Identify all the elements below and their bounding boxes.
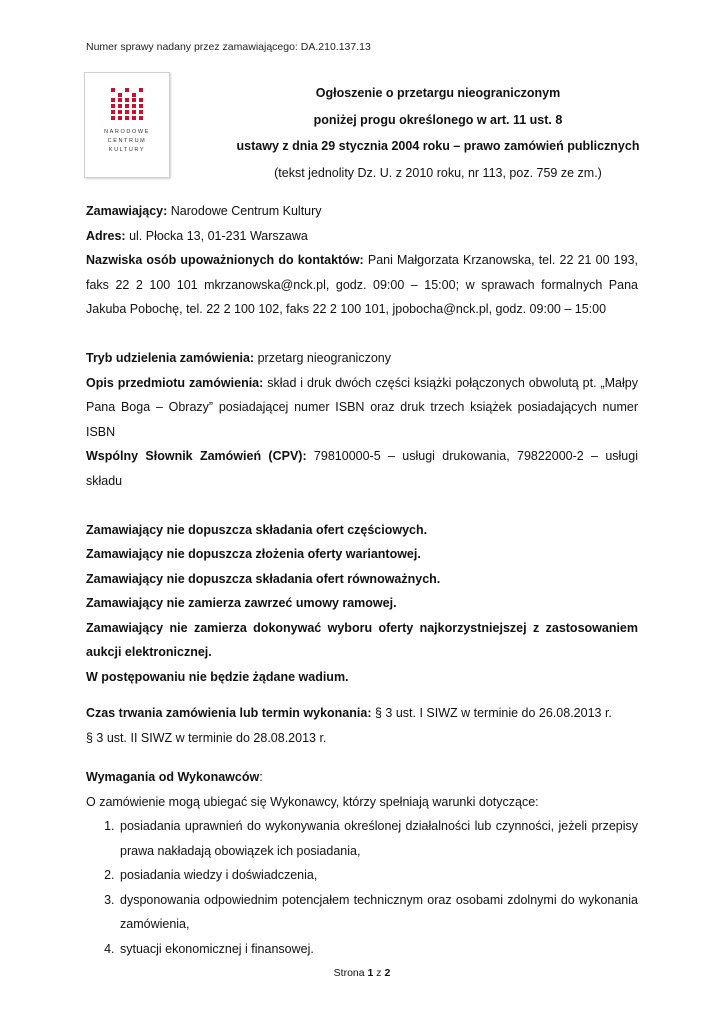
requirements-list (86, 814, 638, 961)
logo-line: CENTRUM (107, 138, 147, 144)
page-number (0, 967, 724, 979)
contact-persons-row (86, 248, 638, 322)
logo-line: NARODOWE (104, 129, 150, 135)
case-number: Numer sprawy nadany przez zamawiającego: DA.210.137.13 (86, 41, 371, 53)
title-subline: (tekst jednolity Dz. U. z 2010 roku, nr 113, poz. 759 ze zm.) (274, 165, 602, 180)
buyer-label: Zamawiający: (86, 204, 168, 218)
mode-row (86, 346, 638, 371)
nck-logo (84, 72, 170, 178)
condition-item: Zamawiający nie dopuszcza złożenia oferty wariantowej. (86, 547, 421, 561)
condition-item: Zamawiający nie zamierza zawrzeć umowy ramowej. (86, 596, 397, 610)
cpv-value: 79810000-5 – usługi drukowania, 79822000-2 – usługi składu (86, 449, 638, 488)
address-label: Adres: (86, 228, 126, 243)
page-current: 1 (367, 967, 374, 979)
duration-line2: § 3 ust. II SIWZ w terminie do 28.08.2013 r. (86, 730, 327, 745)
address-value: ul. Płocka 13, 01-231 Warszawa (125, 228, 308, 243)
requirements-heading-row (86, 765, 638, 790)
condition-item: W postępowaniu nie będzie żądane wadium. (86, 669, 349, 684)
title-line: poniżej progu określonego w art. 11 ust. 8 (313, 112, 563, 127)
page-sep: z (373, 967, 385, 979)
requirements-heading: Wymagania od Wykonawców (86, 770, 260, 784)
page-prefix: Strona (333, 967, 368, 979)
duration-label: Czas trwania zamówienia lub termin wykonania: (86, 706, 372, 720)
logo-text (85, 128, 169, 155)
list-item: 2. posiadania wiedzy i doświadczenia, (118, 863, 638, 888)
list-item: 4. sytuacji ekonomicznej i finansowej. (118, 937, 638, 962)
subject-label: Opis przedmiotu zamówienia: (86, 375, 264, 390)
list-item: 1. posiadania uprawnień do wykonywania określonej działalności lub czynności, jeżeli przepisy prawa nakładają obowiązek ich posiadania, (118, 814, 638, 863)
duration-line1: § 3 ust. I SIWZ w terminie do 26.08.2013 r. (371, 706, 612, 720)
announcement-title (172, 80, 704, 186)
condition-item: Zamawiający nie dopuszcza składania ofert równoważnych. (86, 571, 441, 586)
cpv-label: Wspólny Słownik Zamówień (CPV): (86, 449, 307, 463)
cpv-row (86, 444, 638, 493)
condition-item: Zamawiający nie zamierza dokonywać wyboru oferty najkorzystniejszej z zastosowaniem aukcji elektronicznej. (86, 620, 638, 659)
logo-line: KULTURY (108, 147, 146, 153)
duration-row (86, 701, 638, 726)
announcement-body (86, 199, 638, 961)
condition-item: Zamawiający nie dopuszcza składania ofert częściowych. (86, 522, 428, 537)
title-line: ustawy z dnia 29 stycznia 2004 roku – prawo zamówień publicznych (236, 139, 640, 153)
buyer-row (86, 199, 638, 224)
subject-value: skład i druk dwóch części książki połączonych obwolutą pt. „Małpy Pana Boga – Obrazy” posiadającej numer ISBN oraz druk trzech książek posiadających numer ISBN (86, 375, 638, 439)
subject-row (86, 371, 638, 445)
list-item: 3. dysponowania odpowiednim potencjałem technicznym oraz osobami zdolnymi do wykonania zamówienia, (118, 888, 638, 937)
requirements-heading-suffix: : (259, 770, 263, 784)
mode-value: przetarg nieograniczony (254, 351, 391, 365)
mode-label: Tryb udzielenia zamówienia: (86, 351, 255, 365)
crown-logo-icon (110, 87, 144, 123)
page-total: 2 (384, 967, 391, 979)
contact-persons-label: Nazwiska osób upoważnionych do kontaktów: (86, 253, 364, 267)
buyer-value: Narodowe Centrum Kultury (167, 204, 322, 218)
requirements-intro: O zamówienie mogą ubiegać się Wykonawcy, którzy spełniają warunki dotyczące: (86, 794, 539, 809)
title-line: Ogłoszenie o przetargu nieograniczonym (315, 86, 561, 100)
address-row (86, 224, 638, 249)
contact-persons-value: Pani Małgorzata Krzanowska, tel. 22 21 00 193, faks 22 2 100 101 mkrzanowska@nck.pl, godz. 09:00 – 15:00; w sprawach formalnych Pana Jakuba Pobochę, tel. 22 2 100 102, faks 22 2 100 101, jpobocha@nck.pl, godz. 09:00 – 15:00 (86, 253, 638, 316)
